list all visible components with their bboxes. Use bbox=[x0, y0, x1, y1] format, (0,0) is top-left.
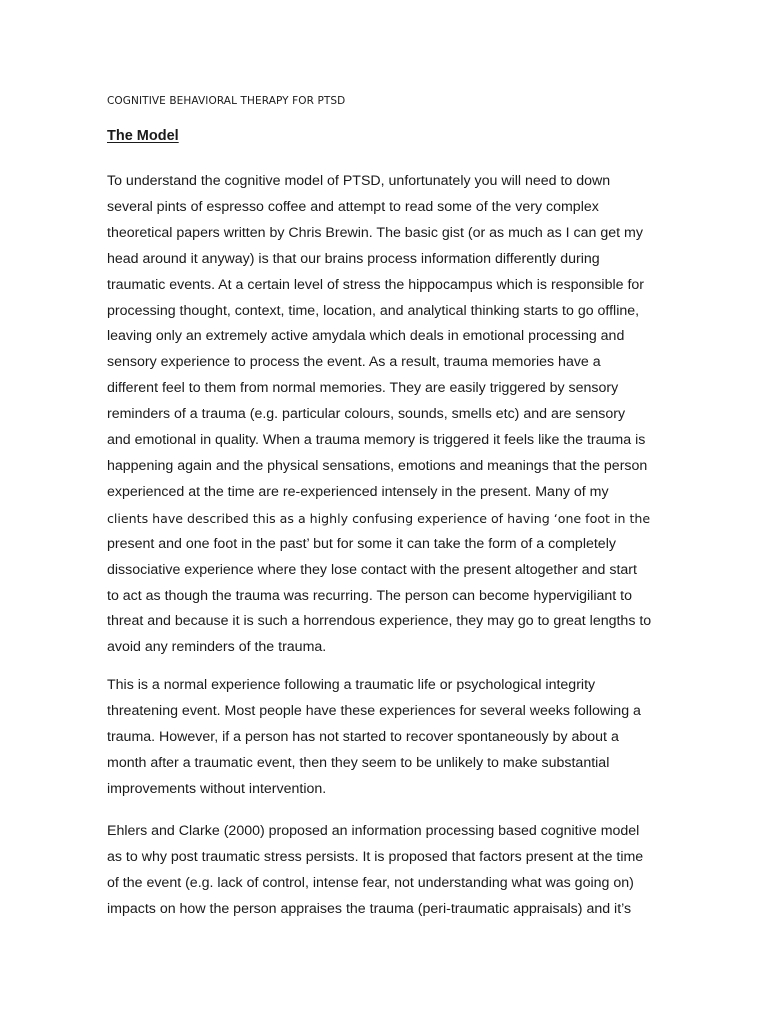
paragraph-line: threat and because it is such a horrendous experience, they may go to great lengths to bbox=[107, 613, 652, 630]
paragraph-line: processing thought, context, time, location, and analytical thinking starts to go offline, bbox=[107, 302, 640, 319]
paragraph-line: trauma. However, if a person has not started to recover spontaneously by about a bbox=[107, 728, 619, 745]
paragraph-line: as to why post traumatic stress persists. It is proposed that factors present at the time bbox=[107, 848, 644, 865]
paragraph-line: theoretical papers written by Chris Brewin. The basic gist (or as much as I can get my bbox=[107, 224, 643, 241]
paragraph-line: To understand the cognitive model of PTSD, unfortunately you will need to down bbox=[107, 173, 611, 189]
paragraph-line: different feel to them from normal memories. They are easily triggered by sensory bbox=[107, 380, 619, 397]
paragraph-line: and emotional in quality. When a trauma memory is triggered it feels like the trauma is bbox=[107, 432, 646, 449]
paragraph-line: avoid any reminders of the trauma. bbox=[107, 639, 327, 656]
paragraph-line: leaving only an extremely active amydala which deals in emotional processing and bbox=[107, 328, 625, 345]
paragraph-line: clients have described this as a highly confusing experience of having ‘one foot in the bbox=[107, 510, 651, 526]
paragraph-line: sensory experience to process the event. As a result, trauma memories have a bbox=[107, 354, 601, 371]
paragraph-line: traumatic events. At a certain level of stress the hippocampus which is responsible for bbox=[107, 276, 645, 293]
paragraph-line: experienced at the time are re-experienced intensely in the present. Many of my bbox=[107, 483, 609, 500]
paragraph-line: improvements without intervention. bbox=[107, 780, 327, 797]
paragraph-line: head around it anyway) is that our brains process information differently during bbox=[107, 250, 600, 267]
paragraph-line: Ehlers and Clarke (2000) proposed an information processing based cognitive model bbox=[107, 823, 640, 839]
paragraph-line: happening again and the physical sensations, emotions and meanings that the person bbox=[107, 457, 648, 474]
paragraph-2 bbox=[107, 673, 667, 803]
paragraph-line: dissociative experience where they lose contact with the present altogether and start bbox=[107, 561, 637, 578]
paragraph-line: to act as though the trauma was recurring. The person can become hypervigiliant to bbox=[107, 587, 632, 604]
paragraph-3 bbox=[107, 819, 667, 923]
paragraph-line: threatening event. Most people have these experiences for several weeks following a bbox=[107, 702, 641, 719]
paragraph-1 bbox=[107, 169, 667, 661]
paragraph-line: reminders of a trauma (e.g. particular colours, sounds, smells etc) and are sensory bbox=[107, 406, 626, 423]
document-heading: COGNITIVE BEHAVIORAL THERAPY FOR PTSD bbox=[107, 95, 346, 107]
paragraph-line: This is a normal experience following a traumatic life or psychological integrity bbox=[107, 677, 596, 693]
section-title: The Model bbox=[107, 128, 179, 144]
paragraph-line: of the event (e.g. lack of control, intense fear, not understanding what was going on) bbox=[107, 874, 634, 891]
paragraph-line: month after a traumatic event, then they seem to be unlikely to make substantial bbox=[107, 754, 610, 771]
paragraph-line: impacts on how the person appraises the trauma (peri-traumatic appraisals) and it’s bbox=[107, 900, 632, 917]
paragraph-line: several pints of espresso coffee and attempt to read some of the very complex bbox=[107, 198, 599, 215]
paragraph-line: present and one foot in the past’ but for some it can take the form of a completely bbox=[107, 535, 616, 552]
